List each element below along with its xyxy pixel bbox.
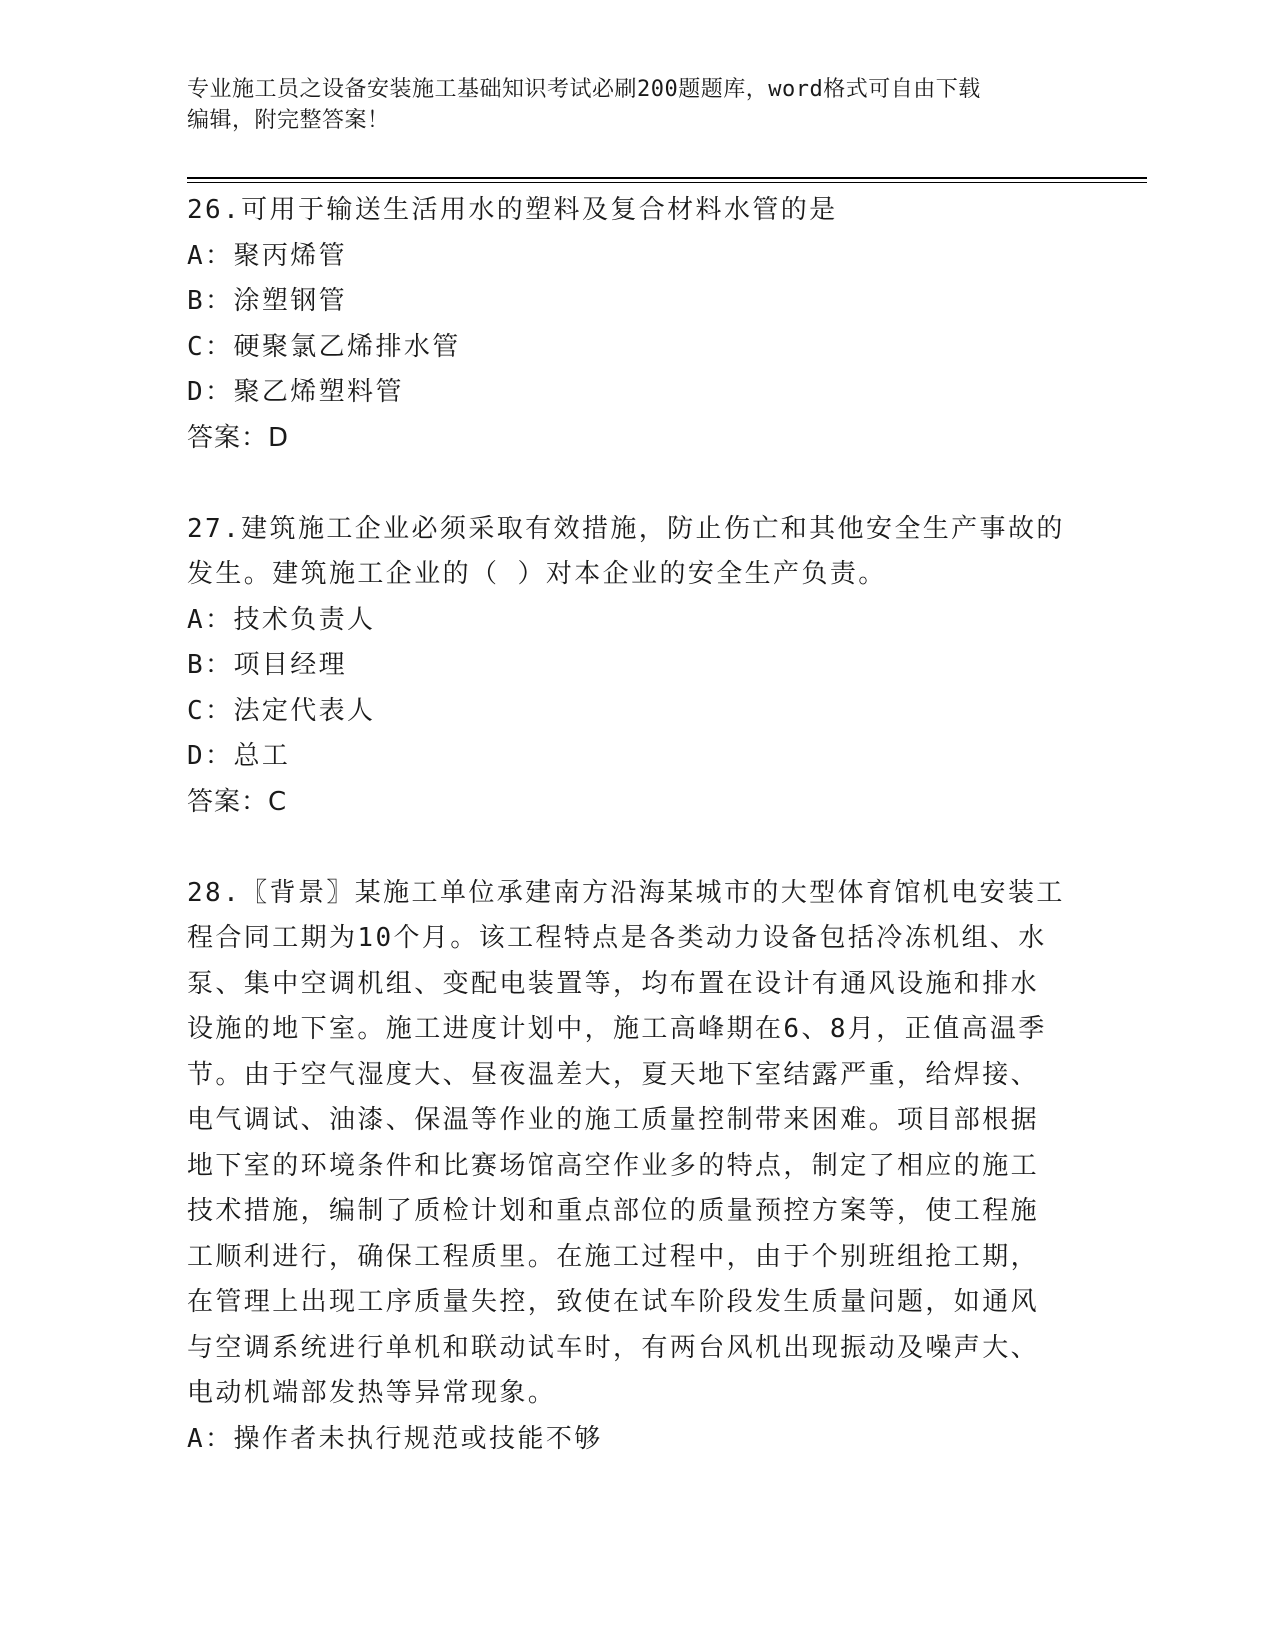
- question-spacer: [187, 825, 1067, 871]
- answer-line: 答案：C: [187, 786, 288, 817]
- option-b: B：项目经理: [187, 650, 348, 680]
- document-header: [187, 74, 1067, 136]
- header-divider-thin: [187, 182, 1147, 183]
- option-d: D：总工: [187, 741, 291, 771]
- option-a: A：操作者未执行规范或技能不够: [187, 1423, 603, 1454]
- option-c: C：硬聚氯乙烯排水管: [187, 331, 461, 362]
- option-a: A：技术负责人: [187, 604, 376, 635]
- option-b: B：涂塑钢管: [187, 286, 348, 316]
- header-line-2: 编辑，附完整答案！: [187, 108, 390, 133]
- question-26: [187, 188, 1067, 461]
- option-c: C：法定代表人: [187, 695, 376, 726]
- header-divider-thick: [187, 177, 1147, 179]
- question-spacer: [187, 461, 1067, 507]
- question-28: [187, 871, 1067, 1463]
- question-text: 28.〖背景〗某施工单位承建南方沿海某城市的大型体育馆机电安装工程合同工期为10个月。该工程特点是各类动力设备包括冷冻机组、水泵、集中空调机组、变配电装置等，均布置在设计有通风设施和排水设施的地下室。施工进度计划中，施工高峰期在6、8月，正值高温季节。由于空气湿度大、昼夜温差大，夏天地下室结露严重，给焊接、电气调试、油漆、保温等作业的施工质量控制带来困难。项目部根据地下室的环境条件和比赛场馆高空作业多的特点，制定了相应的施工技术措施，编制了质检计划和重点部位的质量预控方案等，使工程施工顺利进行，确保工程质里。在施工过程中，由于个别班组抢工期，在管理上出现工序质量失控，致使在试车阶段发生质量问题，如通风与空调系统进行单机和联动试车时，有两台风机出现振动及噪声大、电动机端部发热等异常现象。: [187, 877, 1065, 1408]
- question-text: 26.可用于输送生活用水的塑料及复合材料水管的是: [187, 195, 838, 225]
- question-text: 27.建筑施工企业必须采取有效措施，防止伤亡和其他安全生产事故的发生。建筑施工企业的（ ）对本企业的安全生产负责。: [187, 513, 1065, 589]
- header-line-1: 专业施工员之设备安装施工基础知识考试必刷200题题库，word格式可自由下载: [187, 77, 981, 102]
- option-a: A：聚丙烯管: [187, 240, 348, 271]
- answer-line: 答案：D: [187, 422, 290, 453]
- question-27: [187, 507, 1067, 826]
- option-d: D：聚乙烯塑料管: [187, 377, 404, 407]
- question-list: [187, 188, 1067, 1462]
